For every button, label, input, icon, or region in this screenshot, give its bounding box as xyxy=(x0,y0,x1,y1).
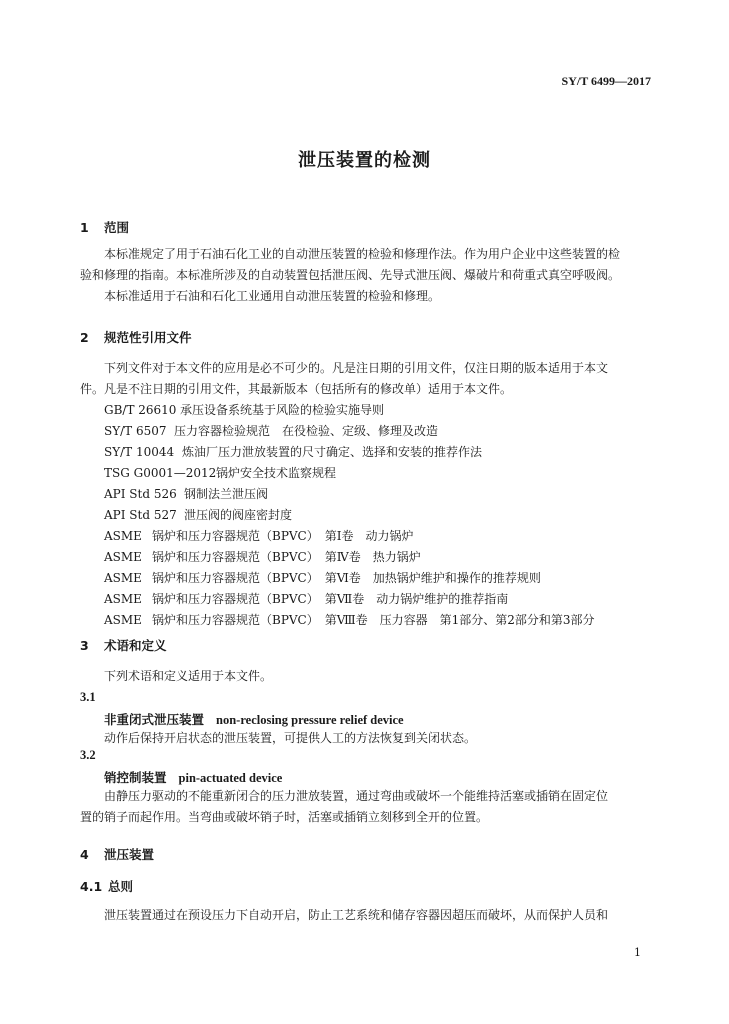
reference-title: 承压设备系统基于风险的检验实施导则 xyxy=(180,403,385,417)
paragraph-line: 泄压装置通过在预设压力下自动开启，防止工艺系统和储存容器因超压而破坏，从而保护人员和 xyxy=(104,908,609,922)
section-1-heading xyxy=(80,218,129,236)
term-definition: 置的销子而起作用。当弯曲或破坏销子时，活塞或插销立刻移到全开的位置。 xyxy=(80,810,489,824)
paragraph-line: 下列文件对于本文件的应用是必不可少的。凡是注日期的引用文件，仅注日期的版本适用于本文 xyxy=(104,361,609,375)
reference-code: ASME xyxy=(104,592,142,606)
page-number: 1 xyxy=(634,946,641,959)
term-definition: 由静压力驱动的不能重新闭合的压力泄放装置，通过弯曲或破坏一个能维持活塞或插销在固定位 xyxy=(104,789,609,803)
reference-item xyxy=(104,505,292,525)
section-title: 范围 xyxy=(104,220,130,235)
term-chinese: 销控制装置 xyxy=(104,770,167,785)
paragraph-line: 件。凡是不注日期的引用文件，其最新版本（包括所有的修改单）适用于本文件。 xyxy=(80,382,513,396)
section-title: 泄压装置 xyxy=(104,847,155,862)
section-number: 2 xyxy=(80,330,89,345)
term-english: pin-actuated device xyxy=(178,771,283,785)
term-chinese: 非重闭式泄压装置 xyxy=(104,712,205,727)
reference-code: ASME xyxy=(104,571,142,585)
subsection-heading xyxy=(80,877,133,895)
term-entry xyxy=(104,768,282,786)
section-title: 术语和定义 xyxy=(104,638,167,653)
reference-title: 锅炉和压力容器规范（BPVC） 第Ⅷ卷 压力容器 第1部分、第2部分和第3部分 xyxy=(152,613,595,627)
section-2-heading xyxy=(80,328,192,346)
reference-item xyxy=(104,526,413,546)
reference-code: SY/T 10044 xyxy=(104,445,175,459)
reference-code: GB/T 26610 xyxy=(104,403,177,417)
reference-item xyxy=(104,400,384,420)
reference-title: 锅炉和压力容器规范（BPVC） 第Ⅳ卷 热力锅炉 xyxy=(152,550,421,564)
document-title: 泄压装置的检测 xyxy=(298,150,431,171)
subsection-number: 4.1 xyxy=(80,879,103,894)
reference-code: API Std 526 xyxy=(104,487,177,501)
reference-title: 钢制法兰泄压阀 xyxy=(184,487,269,501)
section-3-heading xyxy=(80,636,167,654)
section-number: 1 xyxy=(80,220,89,235)
reference-code: API Std 527 xyxy=(104,508,177,522)
reference-title: 锅炉安全技术监察规程 xyxy=(216,466,337,480)
reference-item xyxy=(104,421,438,441)
paragraph-line: 下列术语和定义适用于本文件。 xyxy=(104,669,273,683)
reference-code: SY/T 6507 xyxy=(104,424,167,438)
reference-item xyxy=(104,442,482,462)
reference-title: 压力容器检验规范 在役检验、定级、修理及改造 xyxy=(174,424,439,438)
reference-item xyxy=(104,610,595,630)
reference-title: 泄压阀的阀座密封度 xyxy=(184,508,293,522)
reference-code: ASME xyxy=(104,529,142,543)
reference-title: 炼油厂压力泄放装置的尺寸确定、选择和安装的推荐作法 xyxy=(182,445,483,459)
paragraph-line: 本标准适用于石油和石化工业通用自动泄压装置的检验和修理。 xyxy=(104,289,441,303)
reference-code: TSG G0001—2012 xyxy=(104,466,217,480)
reference-item xyxy=(104,547,421,567)
term-english: non-reclosing pressure relief device xyxy=(216,713,404,727)
reference-title: 锅炉和压力容器规范（BPVC） 第Ⅵ卷 加热锅炉维护和操作的推荐规则 xyxy=(152,571,541,585)
subsection-title: 总则 xyxy=(108,879,134,894)
reference-code: ASME xyxy=(104,550,142,564)
section-4-heading xyxy=(80,845,154,863)
reference-item xyxy=(104,484,268,504)
term-number: 3.1 xyxy=(80,690,96,704)
reference-title: 锅炉和压力容器规范（BPVC） 第Ⅶ卷 动力锅炉维护的推荐指南 xyxy=(152,592,509,606)
section-title: 规范性引用文件 xyxy=(104,330,192,345)
section-number: 3 xyxy=(80,638,89,653)
reference-item xyxy=(104,568,541,588)
reference-code: ASME xyxy=(104,613,142,627)
paragraph-line: 验和修理的指南。本标准所涉及的自动装置包括泄压阀、先导式泄压阀、爆破片和荷重式真空呼吸阀。 xyxy=(80,268,621,282)
paragraph-line: 本标准规定了用于石油石化工业的自动泄压装置的检验和修理作法。作为用户企业中这些装置的检 xyxy=(104,247,621,261)
reference-title: 锅炉和压力容器规范（BPVC） 第Ⅰ卷 动力锅炉 xyxy=(152,529,414,543)
section-number: 4 xyxy=(80,847,89,862)
term-entry xyxy=(104,710,404,728)
reference-item xyxy=(104,463,336,483)
standard-code: SY/T 6499—2017 xyxy=(561,74,651,88)
reference-item xyxy=(104,589,508,609)
term-definition: 动作后保持开启状态的泄压装置，可提供人工的方法恢复到关闭状态。 xyxy=(104,731,477,745)
term-number: 3.2 xyxy=(80,748,96,762)
